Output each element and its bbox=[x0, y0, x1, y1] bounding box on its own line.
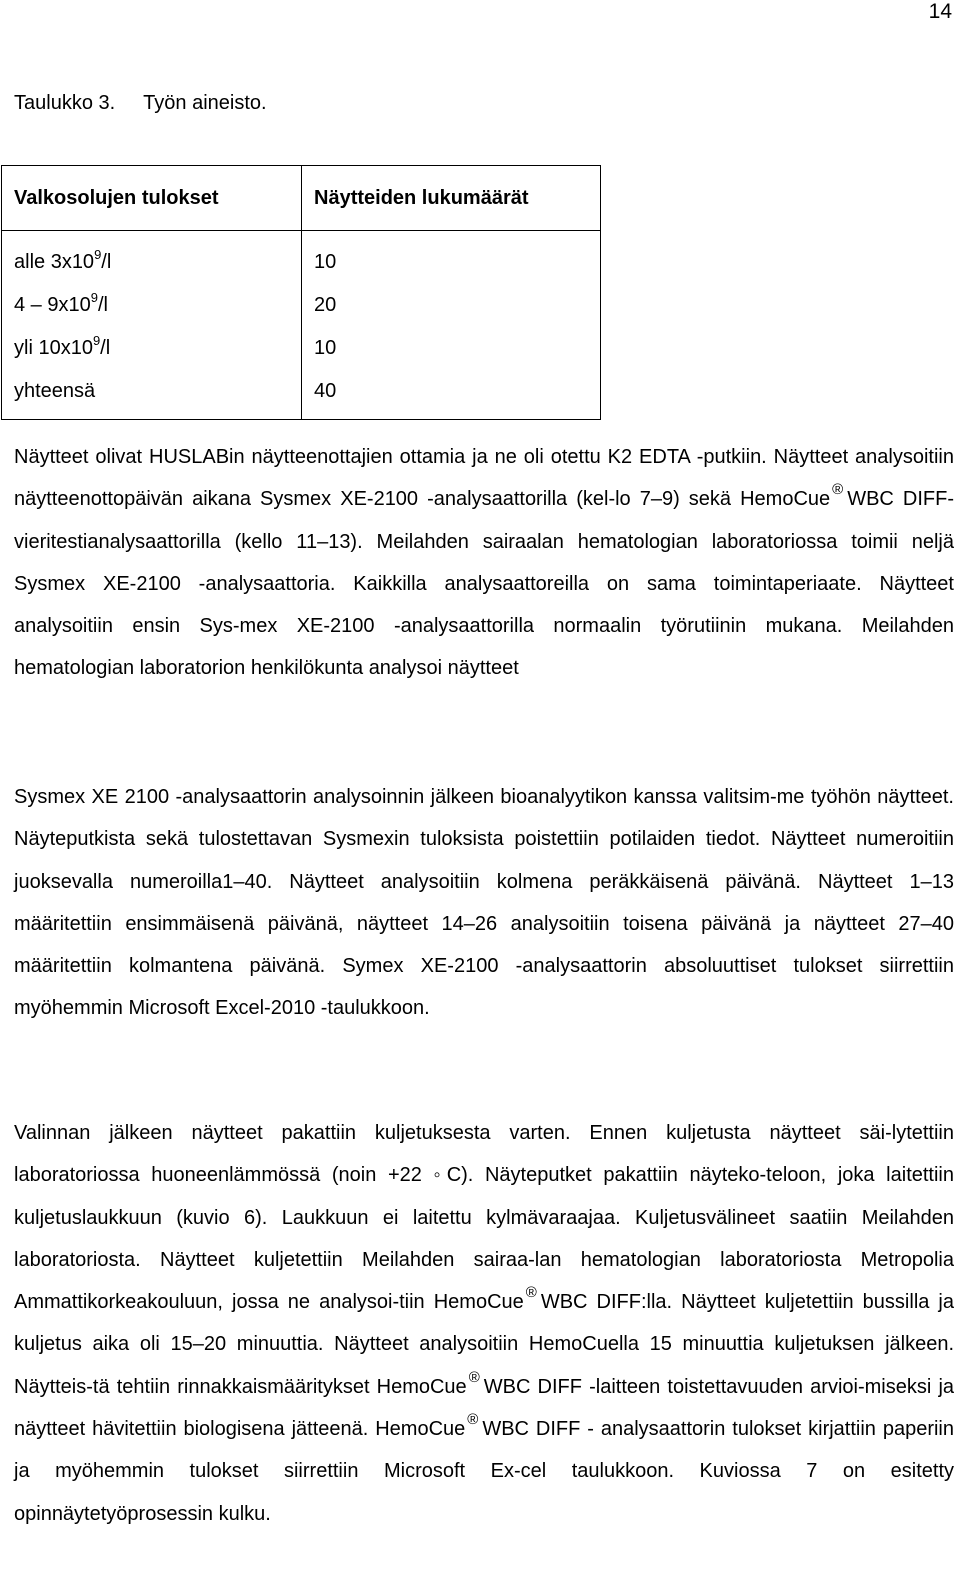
registered-mark: ® bbox=[525, 1284, 537, 1302]
caption-label: Taulukko 3. bbox=[14, 92, 116, 114]
label-text: yhteensä bbox=[14, 380, 96, 402]
exponent: 9 bbox=[92, 333, 101, 348]
exponent: 9 bbox=[94, 247, 102, 262]
paragraph-text: WBC DIFF-vieritestianalysaattorilla (kello 11–13). Meilahden sairaalan hematologian laboratoriossa toimii neljä Sysmex XE-2100 -analysaattoria. Kaikkilla analysaattoreilla on sama toimintaperiaate. Näytteet analysoitiin ensin Sys-mex XE-2100 -analysaattorilla normaalin työrutiinin mukana. Meilahden hematologian laboratorion henkilökunta analysoi näytteet bbox=[14, 488, 955, 680]
table-header-row bbox=[2, 166, 601, 231]
paragraph-text: WBC DIFF -laitteen toistettavuuden arvioi-miseksi ja näytteet hävitettiin biologisena jätteenä. HemoCue bbox=[14, 1375, 955, 1441]
table-cell-count: 10 bbox=[302, 231, 601, 285]
paragraph-sample-selection: Sysmex XE 2100 -analysaattorin analysoinnin jälkeen bioanalyytikon kanssa valitsim-me työhön näytteet. Näyteputkista sekä tulostettavan Sysmexin tuloksista poistettiin potilaiden tiedot. Näytteet numeroitiin juoksevalla numeroilla1–40. Näytteet analysoitiin kolmena peräkkäisenä päivänä. Näytteet 1–13 määritettiin ensimmäisenä päivänä, näytteet 14–26 analysoitiin toisena päivänä ja näytteet 27–40 määritettiin kolmantena päivänä. Symex XE-2100 -analysaattorin absoluuttiset tulokset siirrettiin myöhemmin Microsoft Excel-2010 -taulukkoon. bbox=[14, 786, 954, 1020]
table-row bbox=[2, 231, 601, 285]
registered-mark: ® bbox=[832, 481, 844, 499]
label-unit: /l bbox=[97, 294, 108, 316]
caption-title: Työn aineisto. bbox=[143, 92, 267, 114]
paragraph-text: WBC DIFF - analysaattorin tulokset kirjattiin paperiin ja myöhemmin tulokset siirrettiin Microsoft Ex-cel taulukkoon. Kuviossa 7 on esitetty opinnäytetyöprosessin kulku. bbox=[14, 1418, 954, 1525]
label-unit: /l bbox=[101, 251, 112, 273]
registered-mark: ® bbox=[467, 1411, 479, 1429]
exponent: 9 bbox=[90, 290, 98, 305]
label-unit: /l bbox=[100, 337, 111, 359]
data-table bbox=[1, 165, 601, 420]
paragraph-transport bbox=[14, 1112, 954, 1535]
header-cell: Näytteiden lukumäärät bbox=[302, 166, 601, 231]
table-cell-count: 20 bbox=[302, 284, 601, 327]
paragraph-sample-collection bbox=[14, 436, 954, 690]
table-row bbox=[2, 327, 601, 370]
table-cell-count: 10 bbox=[302, 327, 601, 370]
table-row bbox=[2, 370, 601, 420]
registered-mark: ® bbox=[468, 1368, 480, 1386]
table-row bbox=[2, 284, 601, 327]
paragraph-text: Valinnan jälkeen näytteet pakattiin kuljetuksesta varten. Ennen kuljetusta näytteet säi-lytettiin laboratoriossa huoneenlämmössä (noin +22 ◦C). Näyteputket pakattiin näyteko-teloon, joka laitettiin kuljetuslaukkuun (kuvio 6). Laukkuun ei laitettu kylmävaraajaa. Kuljetusvälineet saatiin Meilahden laboratoriosta. Näytteet kuljetettiin Meilahden sairaa-lan hematologian laboratoriosta Metropolia Ammattikorkeakouluun, jossa ne analysoi-tiin HemoCue bbox=[14, 1122, 954, 1314]
table-cell-count: 40 bbox=[302, 370, 601, 420]
paragraph-text: Näytteet olivat HUSLABin näytteenottajien ottamia ja ne oli otettu K2 EDTA -putkiin. Näytteet analysoitiin näytteenottopäivän aikana Sysmex XE-2100 -analysaattorilla (kel-lo 7–9) sekä HemoCue bbox=[14, 446, 954, 511]
label-text: yli 10x10 bbox=[14, 337, 93, 359]
table-cell-label bbox=[2, 327, 302, 370]
page-number: 14 bbox=[928, 0, 952, 23]
paragraph-text: WBC DIFF:lla. Näytteet kuljetettiin bussilla ja kuljetus aika oli 15–20 minuuttia. Näytteet analysoitiin HemoCuella 15 minuuttia kuljetuksen jälkeen. Näytteis-tä tehtiin rinnakkaismääritykset HemoCue bbox=[14, 1291, 955, 1398]
table-cell-label bbox=[2, 370, 302, 420]
header-cell: Valkosolujen tulokset bbox=[2, 166, 302, 231]
table-cell-label bbox=[2, 284, 302, 327]
table-caption bbox=[14, 92, 267, 115]
table-cell-label bbox=[2, 231, 302, 285]
label-text: alle 3x10 bbox=[14, 251, 95, 273]
label-text: 4 – 9x10 bbox=[14, 294, 91, 316]
